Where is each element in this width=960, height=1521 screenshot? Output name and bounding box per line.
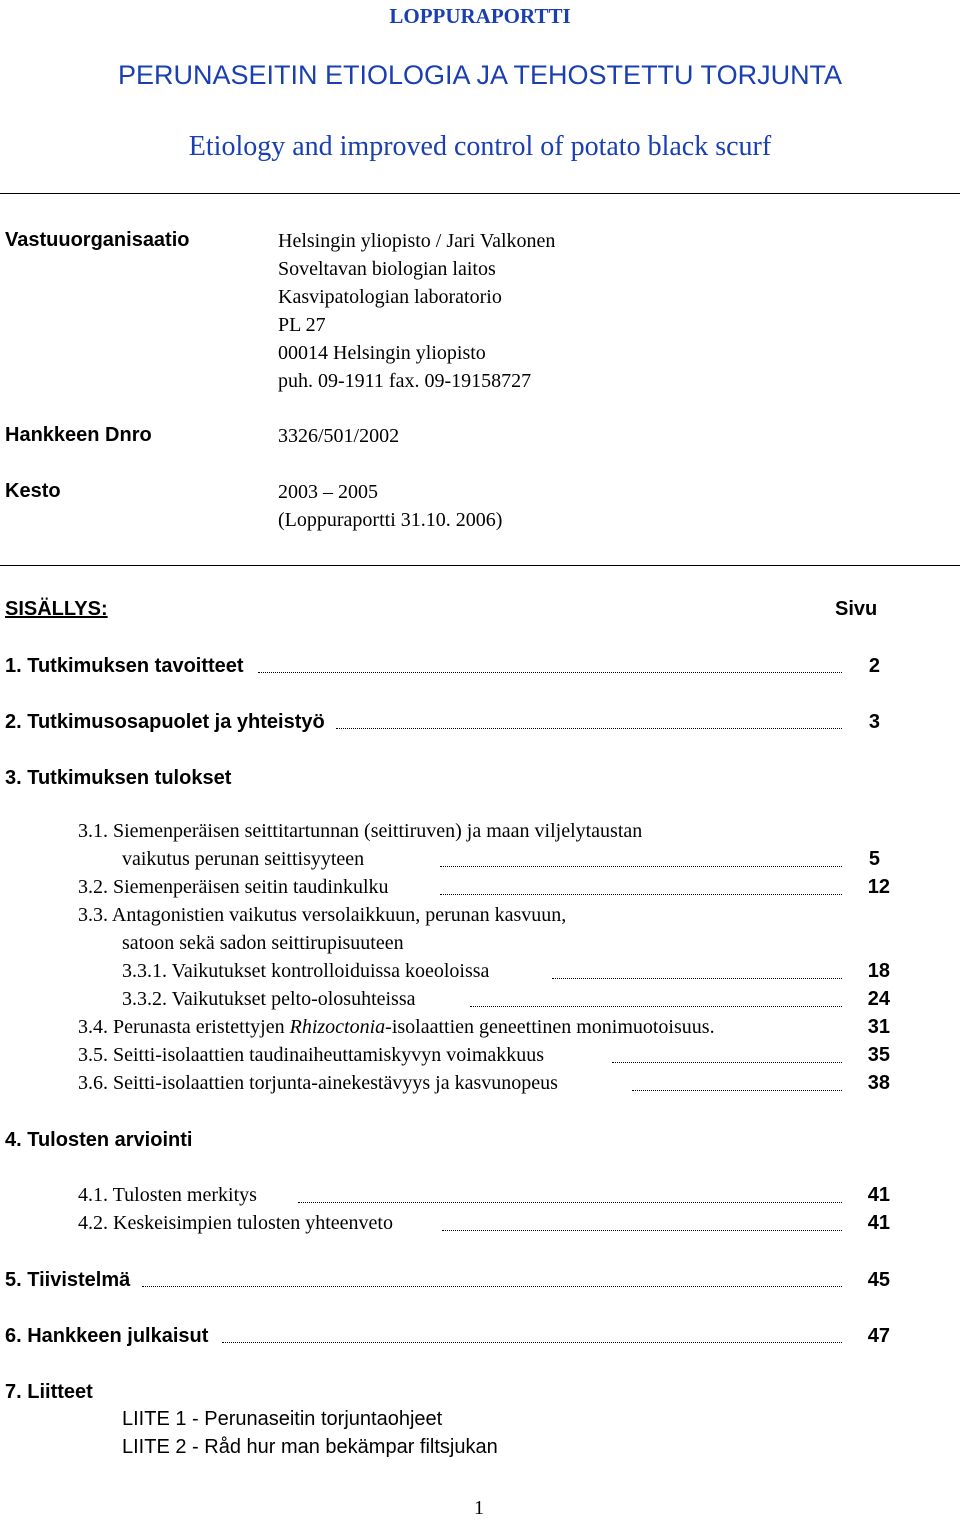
toc-page-3-1: 5: [868, 848, 880, 870]
toc-leader: [336, 728, 842, 729]
org-address: [278, 227, 555, 395]
org-line: Soveltavan biologian laitos: [278, 258, 496, 280]
toc-entry-3-3[interactable]: 3.3. Antagonistien vaikutus versolaikkuun, perunan kasvuun,: [78, 904, 567, 926]
appendix-2[interactable]: LIITE 2 - Råd hur man bekämpar filtsjukan: [122, 1436, 498, 1458]
toc-page-3-6: 38: [867, 1072, 890, 1094]
toc-page-5: 45: [867, 1269, 890, 1291]
toc-entry-3-4-prefix: 3.4. Perunasta eristettyjen: [78, 1016, 290, 1038]
toc-leader: [470, 1006, 842, 1007]
toc-leader: [440, 866, 842, 867]
toc-page-3-4: 31: [867, 1016, 890, 1038]
org-line: PL 27: [278, 314, 326, 336]
toc-entry-5[interactable]: 5. Tiivistelmä: [5, 1269, 131, 1291]
duration-value: 2003 – 2005: [278, 481, 378, 503]
toc-page-column-label: Sivu: [835, 598, 878, 620]
toc-entry-2[interactable]: 2. Tutkimusosapuolet ja yhteistyö: [5, 711, 325, 733]
top-divider: [0, 193, 960, 194]
toc-page-2: 3: [868, 711, 880, 733]
org-line: puh. 09-1911 fax. 09-19158727: [278, 370, 532, 392]
org-line: 00014 Helsingin yliopisto: [278, 342, 486, 364]
dnro-value: 3326/501/2002: [278, 425, 400, 447]
org-line: Kasvipatologian laboratorio: [278, 286, 502, 308]
toc-entry-3-5[interactable]: 3.5. Seitti-isolaattien taudinaiheuttamiskyvyn voimakkuus: [78, 1044, 545, 1066]
toc-entry-3-2[interactable]: 3.2. Siemenperäisen seitin taudinkulku: [78, 876, 389, 898]
toc-entry-3-3-1[interactable]: 3.3.1. Vaikutukset kontrolloiduissa koeoloissa: [122, 960, 490, 982]
toc-entry-1[interactable]: 1. Tutkimuksen tavoitteet: [5, 655, 244, 677]
org-line: Helsingin yliopisto / Jari Valkonen: [278, 230, 556, 252]
toc-page-4-1: 41: [867, 1184, 890, 1206]
toc-leader: .: [709, 1016, 715, 1038]
toc-page-4-2: 41: [867, 1212, 890, 1234]
toc-heading: SISÄLLYS:: [5, 598, 108, 620]
page-number: 1: [474, 1497, 484, 1519]
report-type-label: LOPPURAPORTTI: [389, 4, 571, 28]
report-title-finnish: PERUNASEITIN ETIOLOGIA JA TEHOSTETTU TORJUNTA: [117, 60, 843, 90]
toc-entry-3-3-cont: satoon sekä sadon seittirupisuuteen: [122, 932, 404, 954]
toc-page-3-3-2: 24: [867, 988, 890, 1010]
appendix-1[interactable]: LIITE 1 - Perunaseitin torjuntaohjeet: [122, 1408, 443, 1430]
dnro-label: Hankkeen Dnro: [5, 424, 152, 446]
toc-entry-4-2[interactable]: 4.2. Keskeisimpien tulosten yhteenveto: [78, 1212, 393, 1234]
toc-entry-3-6[interactable]: 3.6. Seitti-isolaattien torjunta-ainekestävyys ja kasvunopeus: [78, 1072, 558, 1094]
toc-entry-6[interactable]: 6. Hankkeen julkaisut: [5, 1325, 209, 1347]
toc-entry-3-1[interactable]: 3.1. Siemenperäisen seittitartunnan (seittiruven) ja maan viljelytaustan: [78, 820, 643, 842]
info-divider: [0, 565, 960, 566]
toc-leader: [632, 1090, 842, 1091]
toc-page-3-5: 35: [867, 1044, 890, 1066]
toc-entry-4[interactable]: 4. Tulosten arviointi: [5, 1129, 193, 1151]
toc-entry-3-4-genus: Rhizoctonia: [289, 1016, 386, 1038]
toc-page-6: 47: [867, 1325, 890, 1347]
toc-page-3-3-1: 18: [867, 960, 890, 982]
toc-leader: [612, 1062, 842, 1063]
toc-leader: [142, 1286, 842, 1287]
report-title-english: Etiology and improved control of potato black scurf: [188, 131, 772, 162]
toc-entry-3-3-2[interactable]: 3.3.2. Vaikutukset pelto-olosuhteissa: [122, 988, 416, 1010]
toc-leader: [442, 1230, 842, 1231]
org-label: Vastuuorganisaatio: [5, 229, 190, 251]
toc-leader: [552, 978, 842, 979]
toc-entry-3-1-cont: vaikutus perunan seittisyyteen: [122, 848, 365, 870]
toc-leader: [258, 672, 842, 673]
toc-entry-4-1[interactable]: 4.1. Tulosten merkitys: [78, 1184, 257, 1206]
toc-leader: [298, 1202, 842, 1203]
toc-page-3-2: 12: [867, 876, 890, 898]
toc-entry-3-4-suffix: -isolaattien geneettinen monimuotoisuus: [385, 1016, 710, 1038]
duration-note: (Loppuraportti 31.10. 2006): [278, 509, 503, 531]
toc-entry-3[interactable]: 3. Tutkimuksen tulokset: [5, 767, 232, 789]
toc-leader: [440, 894, 842, 895]
toc-page-1: 2: [868, 655, 880, 677]
toc-entry-3-4[interactable]: [78, 1016, 715, 1039]
duration-label: Kesto: [5, 480, 61, 502]
toc-entry-7[interactable]: 7. Liitteet: [5, 1381, 93, 1403]
toc-leader: [222, 1342, 842, 1343]
